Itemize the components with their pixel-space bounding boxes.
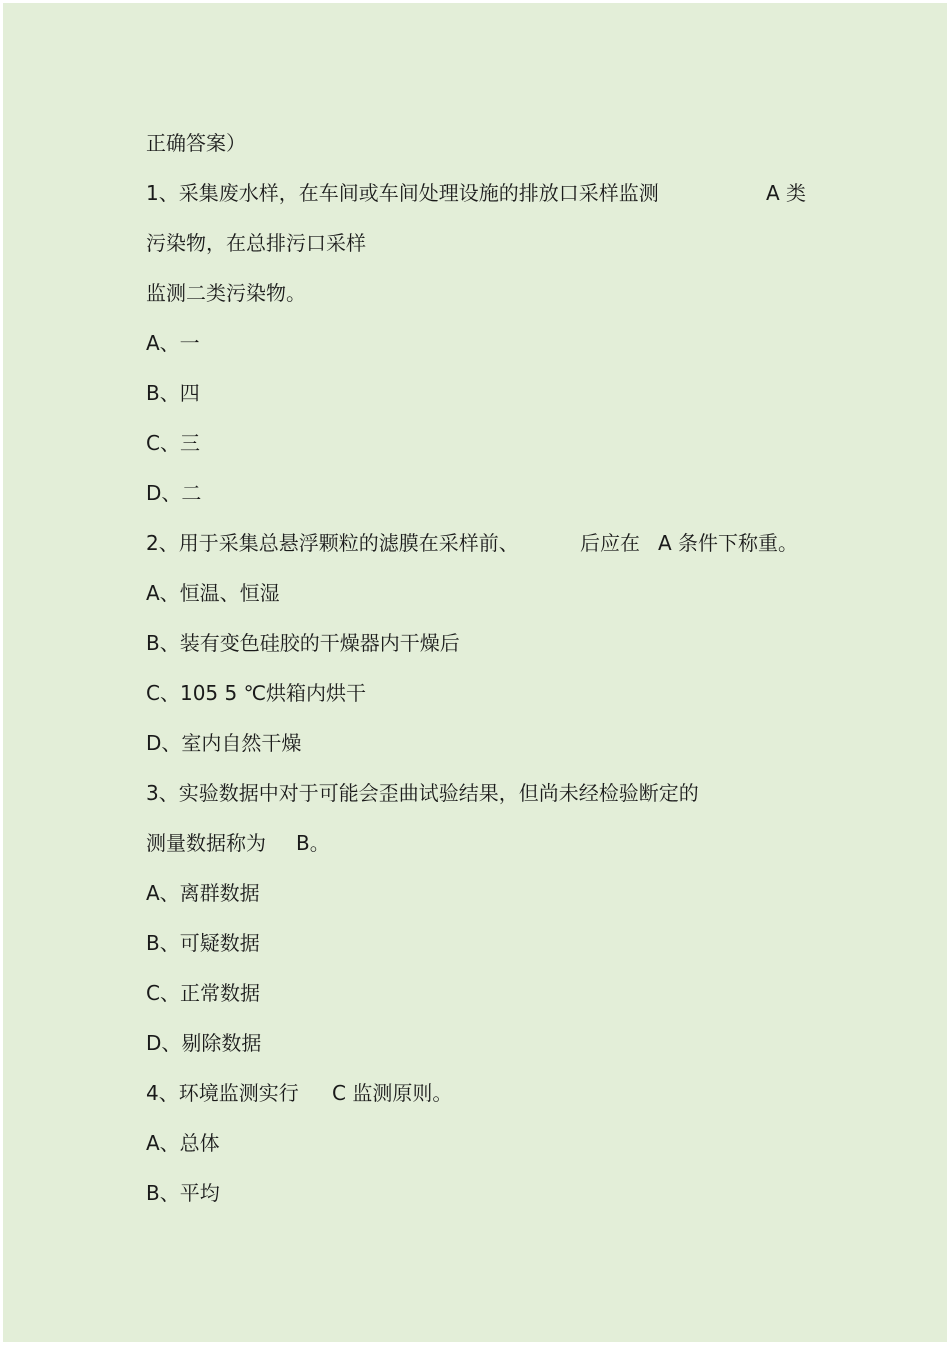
option-text: A、一: [146, 331, 200, 355]
question-1-option-c: [146, 428, 200, 458]
question-3-answer: B。: [296, 831, 330, 855]
question-4-option-b: [146, 1178, 220, 1208]
option-text: B、平均: [146, 1181, 220, 1205]
question-3-option-d: [146, 1028, 261, 1058]
question-1-line-1: [146, 178, 826, 208]
document-page: [3, 3, 947, 1342]
question-1-option-b: [146, 378, 200, 408]
question-1-line-3: [146, 278, 306, 308]
question-2-option-c: [146, 678, 366, 708]
question-2-line-1: [146, 528, 826, 558]
question-3-option-b: [146, 928, 260, 958]
question-1-option-d: [146, 478, 201, 508]
question-4-line-1: [146, 1078, 476, 1108]
question-1-text-end: 监测二类污染物。: [146, 281, 306, 305]
question-3-line-1: [146, 778, 699, 808]
option-text: D、二: [146, 481, 202, 505]
question-2-answer: A 条件下称重。: [658, 531, 799, 555]
option-text: A、恒温、恒湿: [146, 581, 280, 605]
option-text: C、三: [146, 431, 200, 455]
question-1-line-2: [146, 228, 366, 258]
question-3-text-cont: 测量数据称为: [146, 831, 266, 855]
question-1-option-a: [146, 328, 200, 358]
option-text: A、总体: [146, 1131, 220, 1155]
option-text: B、可疑数据: [146, 931, 260, 955]
question-4-text: 4、环境监测实行: [146, 1081, 299, 1105]
option-text: D、室内自然干燥: [146, 731, 302, 755]
question-4-answer: C 监测原则。: [332, 1081, 453, 1105]
question-1-text-cont: 污染物，在总排污口采样: [146, 231, 366, 255]
question-3-line-2: [146, 828, 446, 858]
question-1-answer: A 类: [766, 181, 807, 205]
option-text: C、正常数据: [146, 981, 260, 1005]
question-2-option-b: [146, 628, 460, 658]
question-3-option-a: [146, 878, 260, 908]
intro-text: 正确答案）: [146, 131, 246, 155]
option-text: A、离群数据: [146, 881, 260, 905]
question-1-text: 1、采集废水样，在车间或车间处理设施的排放口采样监测: [146, 181, 659, 205]
question-2-text-cont: 后应在: [580, 531, 640, 555]
question-2-option-d: [146, 728, 301, 758]
option-text: D、剔除数据: [146, 1031, 262, 1055]
question-2-text: 2、用于采集总悬浮颗粒的滤膜在采样前、: [146, 531, 519, 555]
text-line-intro: [146, 128, 246, 158]
option-text: C、105 5 ℃烘箱内烘干: [146, 681, 367, 705]
question-4-option-a: [146, 1128, 220, 1158]
question-3-option-c: [146, 978, 260, 1008]
option-text: B、装有变色硅胶的干燥器内干燥后: [146, 631, 460, 655]
question-2-option-a: [146, 578, 280, 608]
question-3-text: 3、实验数据中对于可能会歪曲试验结果，但尚未经检验断定的: [146, 781, 699, 805]
option-text: B、四: [146, 381, 200, 405]
